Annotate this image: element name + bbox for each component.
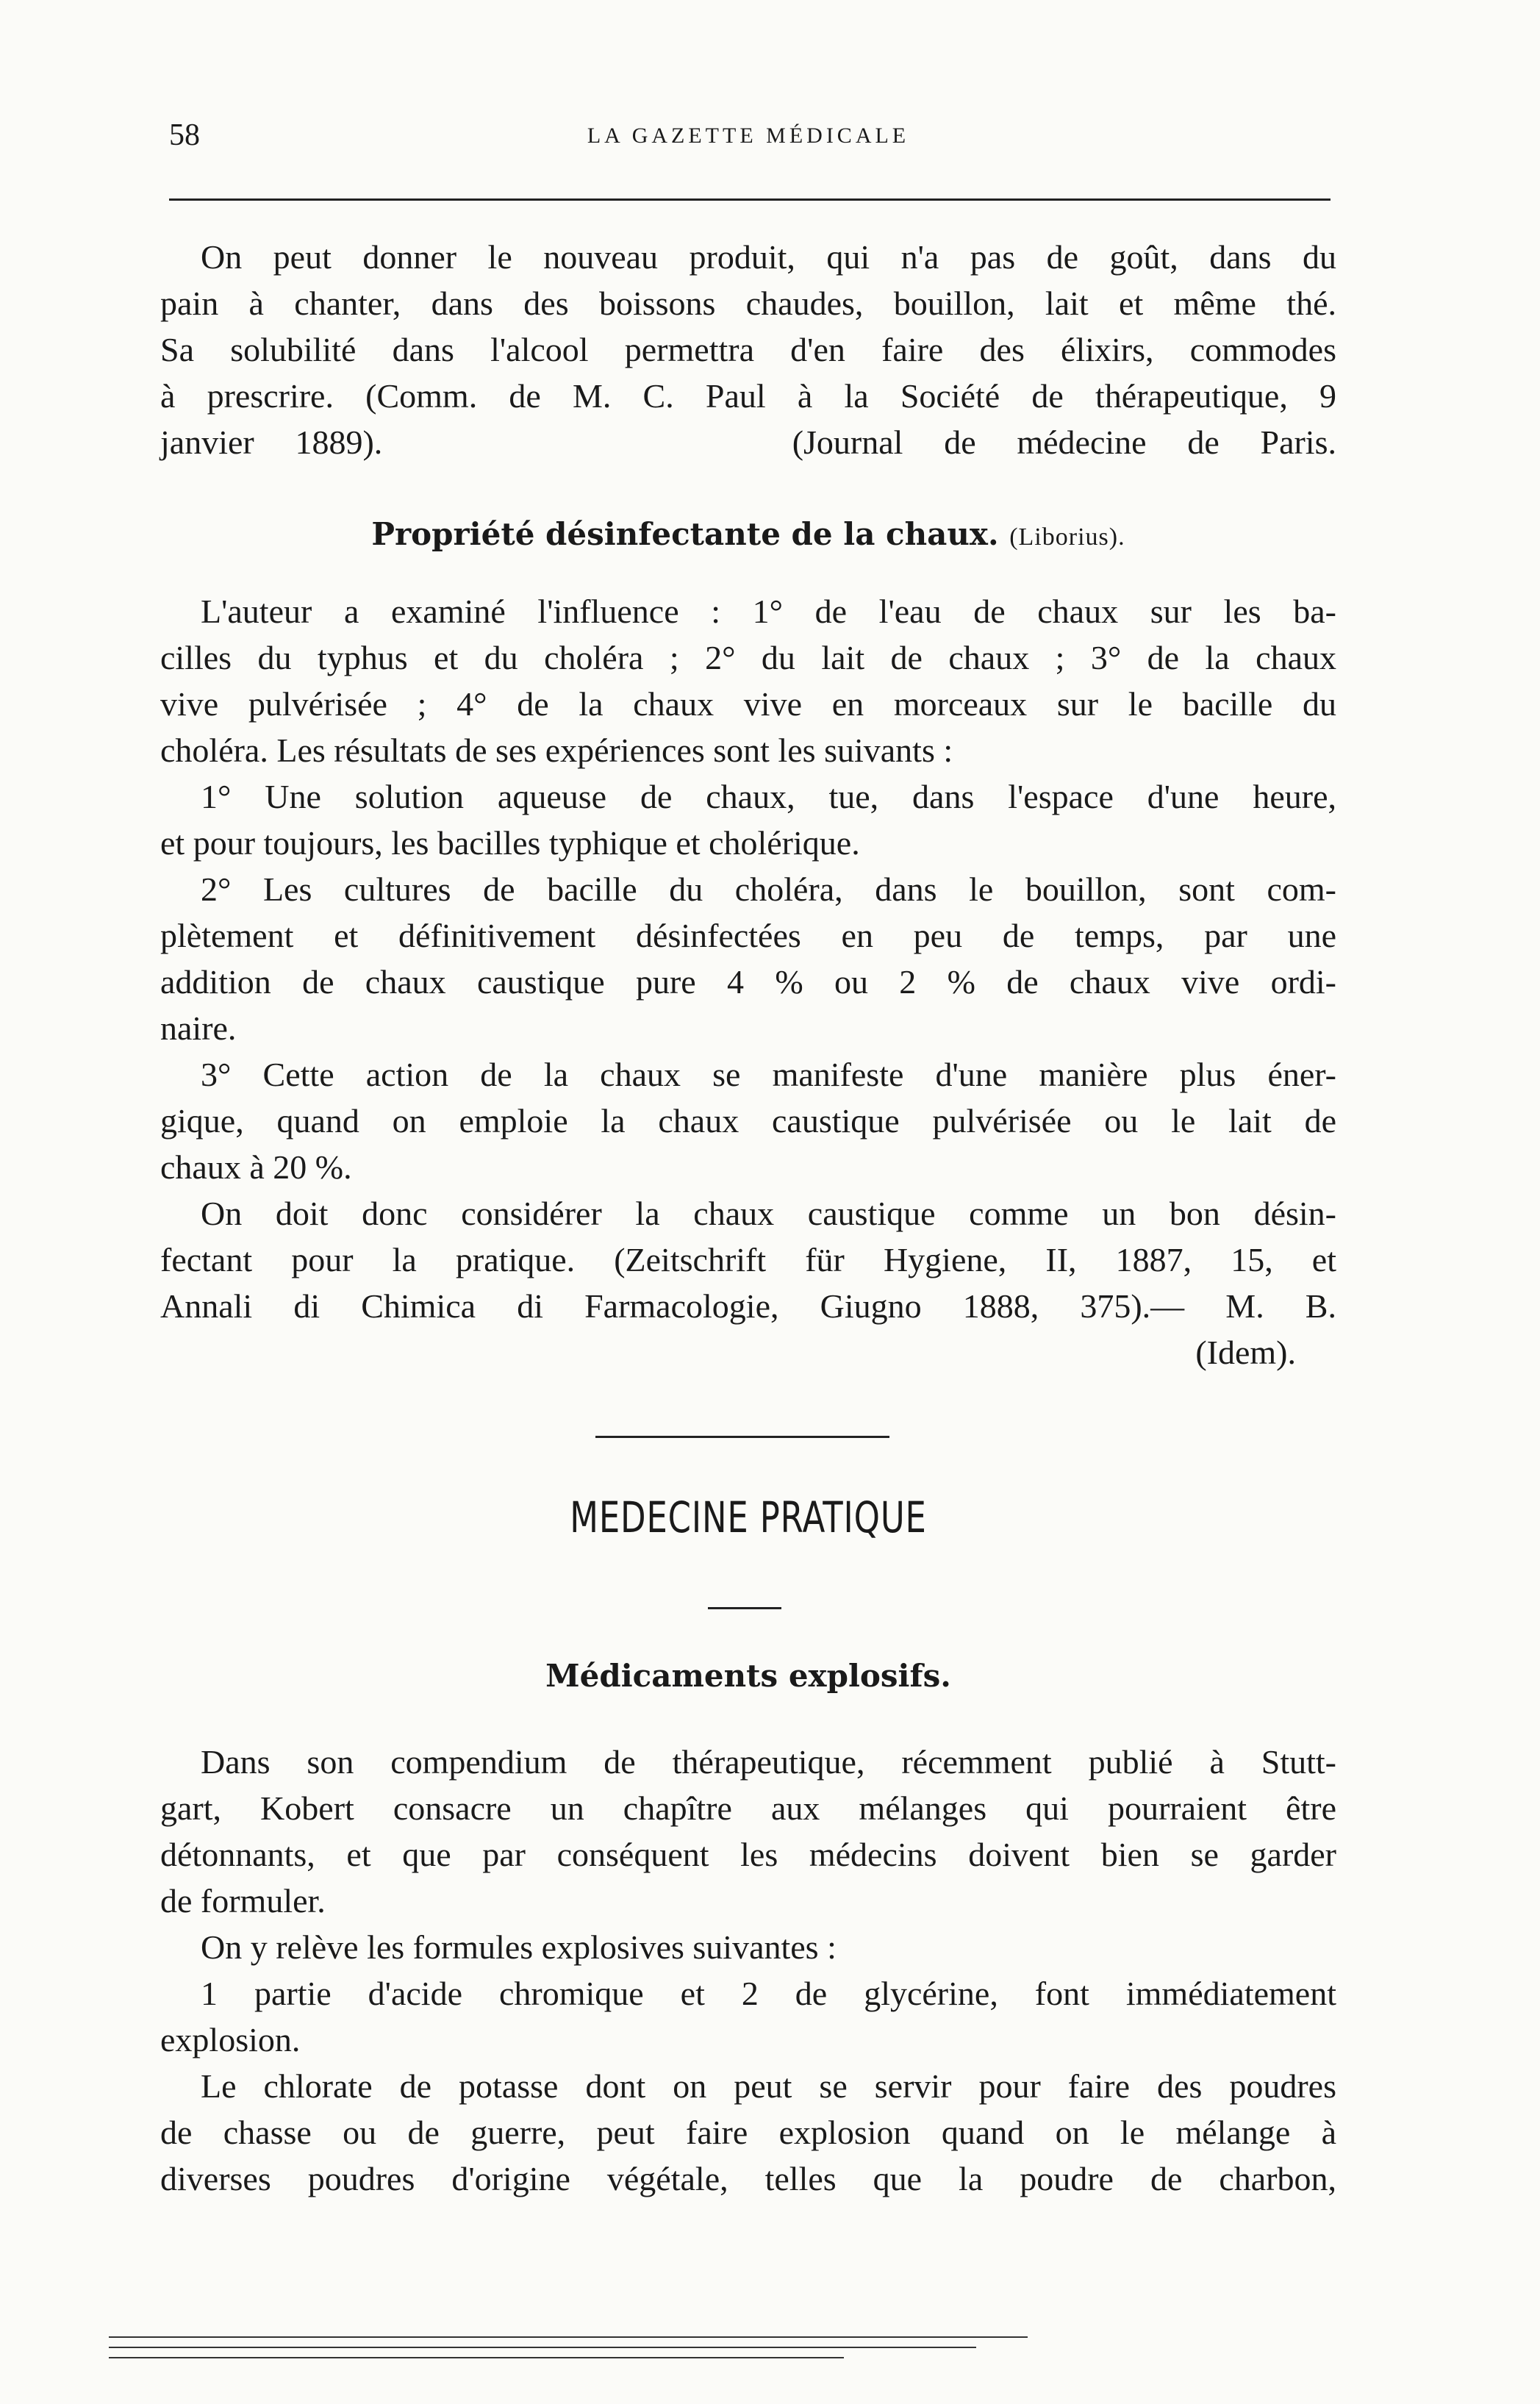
text-line: 1° Une solution aqueuse de chaux, tue, dans l'espace d'une heure, xyxy=(201,778,1336,815)
page-number: 58 xyxy=(169,118,200,152)
text-line: Dans son compendium de thérapeutique, récemment publié à Stutt- xyxy=(201,1743,1336,1781)
page-header xyxy=(160,118,1336,169)
text-line: addition de chaux caustique pure 4 % ou 2 % de chaux vive ordi- xyxy=(160,963,1336,1001)
text-line: cilles du typhus et du choléra ; 2° du lait de chaux ; 3° de la chaux xyxy=(160,639,1336,676)
section-heading xyxy=(160,1492,1336,1542)
text-line: pain à chanter, dans des boissons chaudes, bouillon, lait et même thé. xyxy=(160,285,1336,322)
section-title: MEDECINE PRATIQUE xyxy=(570,1492,927,1542)
paragraph xyxy=(160,773,1336,866)
paragraph xyxy=(160,2063,1336,2202)
article-title: Médicaments explosifs. xyxy=(545,1658,951,1694)
article-heading xyxy=(160,516,1336,552)
paragraph xyxy=(160,1924,1336,1970)
source-citation: (Idem). xyxy=(1195,1334,1296,1371)
paragraph xyxy=(160,1190,1336,1329)
article-heading xyxy=(160,1658,1336,1694)
text-line: diverses poudres d'origine végétale, telles que la poudre de charbon, xyxy=(160,2160,1336,2197)
paragraph xyxy=(160,1970,1336,2063)
text-line: naire. xyxy=(160,1009,237,1047)
text-line: et pour toujours, les bacilles typhique et cholérique. xyxy=(160,824,860,862)
text-line: On doit donc considérer la chaux caustique comme un bon désin- xyxy=(201,1195,1336,1232)
article-author: (Liborius). xyxy=(1009,523,1125,551)
text-line: Sa solubilité dans l'alcool permettra d'en faire des élixirs, commodes xyxy=(160,331,1336,368)
text-line: à prescrire. (Comm. de M. C. Paul à la Société de thérapeutique, 9 xyxy=(160,377,1336,415)
text-line: détonnants, et que par conséquent les médecins doivent bien se garder xyxy=(160,1836,1336,1873)
text-line: 2° Les cultures de bacille du choléra, dans le bouillon, sont com- xyxy=(201,870,1336,908)
text-line: choléra. Les résultats de ses expériences sont les suivants : xyxy=(160,731,953,769)
footer-rule xyxy=(109,2357,844,2358)
text-line: 3° Cette action de la chaux se manifeste d'une manière plus éner- xyxy=(201,1056,1336,1093)
text-line: gique, quand on emploie la chaux caustique pulvérisée ou le lait de xyxy=(160,1102,1336,1140)
journal-title: LA GAZETTE MÉDICALE xyxy=(587,124,910,148)
text-line: gart, Kobert consacre un chapître aux mélanges qui pourraient être xyxy=(160,1789,1336,1827)
text-line: de chasse ou de guerre, peut faire explosion quand on le mélange à xyxy=(160,2114,1336,2151)
section-divider xyxy=(595,1436,889,1438)
footer-rule xyxy=(109,2347,976,2348)
short-divider xyxy=(708,1607,781,1609)
text-line: On y relève les formules explosives suivantes : xyxy=(201,1928,837,1966)
text-line: janvier 1889). (Journal de médecine de Paris. xyxy=(160,423,1336,461)
text-line: chaux à 20 %. xyxy=(160,1148,352,1186)
text-line: Annali di Chimica di Farmacologie, Giugno 1888, 375).— M. B. xyxy=(160,1287,1336,1325)
footer-rule xyxy=(109,2336,1028,2338)
paragraph xyxy=(160,1051,1336,1190)
article-body xyxy=(160,1739,1336,2202)
text-line: de formuler. xyxy=(160,1882,326,1920)
article-title: Propriété désinfectante de la chaux. xyxy=(371,516,999,552)
paragraph xyxy=(160,1739,1336,1924)
text-line: Le chlorate de potasse dont on peut se servir pour faire des poudres xyxy=(201,2067,1336,2105)
article-body xyxy=(160,588,1336,1375)
header-rule xyxy=(169,198,1331,201)
text-line: On peut donner le nouveau produit, qui n'a pas de goût, dans du xyxy=(201,238,1336,276)
text-line: plètement et définitivement désinfectées en peu de temps, par une xyxy=(160,917,1336,954)
intro-paragraph xyxy=(160,234,1336,465)
text-line: explosion. xyxy=(160,2021,301,2058)
paragraph xyxy=(160,866,1336,1051)
text-line: vive pulvérisée ; 4° de la chaux vive en morceaux sur le bacille du xyxy=(160,685,1336,723)
text-line: 1 partie d'acide chromique et 2 de glycérine, font immédiatement xyxy=(201,1975,1336,2012)
text-line: fectant pour la pratique. (Zeitschrift für Hygiene, II, 1887, 15, et xyxy=(160,1241,1336,1278)
paragraph xyxy=(160,588,1336,773)
text-line: L'auteur a examiné l'influence : 1° de l'eau de chaux sur les ba- xyxy=(201,593,1336,630)
